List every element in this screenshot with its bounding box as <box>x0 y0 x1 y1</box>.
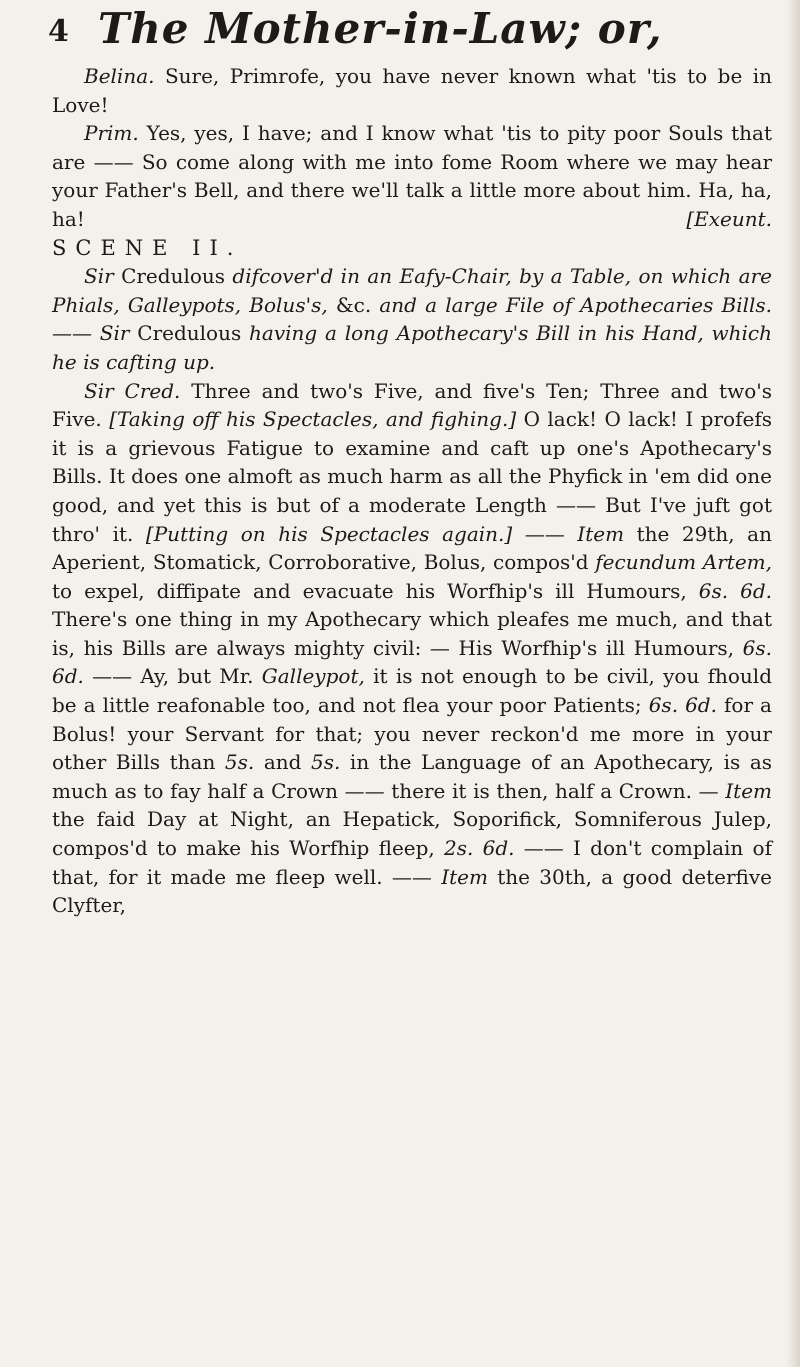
page-number: 4 <box>48 14 69 49</box>
price: 5s. <box>224 750 255 775</box>
sd-name: Credulous <box>137 321 242 346</box>
exit-direction: [Exeunt. <box>686 206 772 231</box>
dialogue-text: the 29th, an Aperient, Stomatick, Corroborative, Bolus, compos'd <box>52 521 772 575</box>
dialogue-text: in the Language of an Apothecary, is as much as to fay half a Crown —— there it is then, half a Crown. — <box>52 750 773 803</box>
dialogue-text: the 30th, a good deterfive Clyfter, <box>52 864 772 918</box>
dialogue-text: for a Bolus! your Servant for that; you never reckon'd me more in your other Bills than <box>52 693 772 775</box>
dialogue-text: it is not enough to be civil, you fhould be a little reafonable too, and not flea your poor Patients; <box>52 664 773 718</box>
speaker-name: Sir Cred. <box>84 378 181 403</box>
dialogue-text: —— I don't complain of that, for it made me fleep well. —— <box>52 836 772 889</box>
character-name: Galleypot, <box>261 664 365 689</box>
dialogue-prim <box>52 119 772 233</box>
speaker-name: Prim. <box>84 121 139 146</box>
speaker-name: Belina. <box>84 64 155 88</box>
price: 5s. <box>311 750 341 775</box>
dialogue-text: —— Ay, but Mr. <box>83 664 262 689</box>
dialogue-text: —— <box>512 521 578 546</box>
dialogue-text: O lack! O lack! I profefs it is a grievous Fatigue to examine and caft up one's Apothecary's Bills. It does one almoft as much harm as all the Phyfick in 'em did one good, and yet this is but of a moderate Length —— But I've juft got thro' it. <box>52 407 773 546</box>
item-label: Item <box>725 778 772 803</box>
price: 6s. 6d. <box>648 693 717 718</box>
item-label: Item <box>577 521 625 546</box>
sd-part: &c. <box>335 292 372 317</box>
dialogue-text: Yes, yes, I have; and I know what 'tis to pity poor Souls that are —— So come along with me into fome Room where we may hear your Father's Bell, and there we'll talk a little more about him. Ha, ha, ha! <box>52 121 772 231</box>
stage-aside: [Taking off his Spectacles, and fighing.] <box>109 407 517 432</box>
sd-part: difcover'd in an Eafy-Chair, by a Table, on which are Phials, Galleypots, Bolus's, <box>52 264 772 317</box>
sd-part: having a long Apothecary's Bill in his Hand, which he is cafting up. <box>52 321 773 374</box>
latin-phrase: fecundum Artem, <box>595 550 772 575</box>
stage-direction <box>52 262 772 376</box>
dialogue-text: the faid Day at Night, an Hepatick, Soporifick, Somniferous Julep, compos'd to make his Worfhip fleep, <box>52 807 772 861</box>
price: 6s. 6d. <box>52 635 772 689</box>
page-edge-shadow <box>786 0 800 1367</box>
dialogue-belina <box>52 62 772 119</box>
item-label: Item <box>441 864 488 889</box>
running-title: The Mother-in-Law; or, <box>98 4 663 53</box>
sd-part: Sir <box>99 321 138 346</box>
dialogue-text: and <box>254 750 311 775</box>
dialogue-text: Three and two's Five, and five's Ten; Three and two's Five. <box>52 378 772 432</box>
dialogue-text: Sure, Primrofe, you have never known what 'tis to be in Love! <box>52 64 772 117</box>
sd-part: Sir <box>84 264 122 289</box>
page-header <box>48 4 768 54</box>
sd-name: Credulous <box>121 264 226 289</box>
dialogue-text: There's one thing in my Apothecary which pleafes me much, and that is, his Bills are always mighty civil: — His Worfhip's ill Humours, <box>52 607 772 660</box>
dialogue-sir-cred <box>52 377 772 920</box>
scene-heading: SCENE II. <box>52 235 243 260</box>
price: 2s. 6d. <box>444 836 515 861</box>
price: 6s. 6d. <box>698 578 773 603</box>
sd-part: and a large File of Apothecaries Bills. —— <box>52 292 773 346</box>
body-text <box>52 62 772 920</box>
stage-aside: [Putting on his Spectacles again.] <box>145 521 513 546</box>
dialogue-text: to expel, diffipate and evacuate his Worfhip's ill Humours, <box>52 578 699 603</box>
